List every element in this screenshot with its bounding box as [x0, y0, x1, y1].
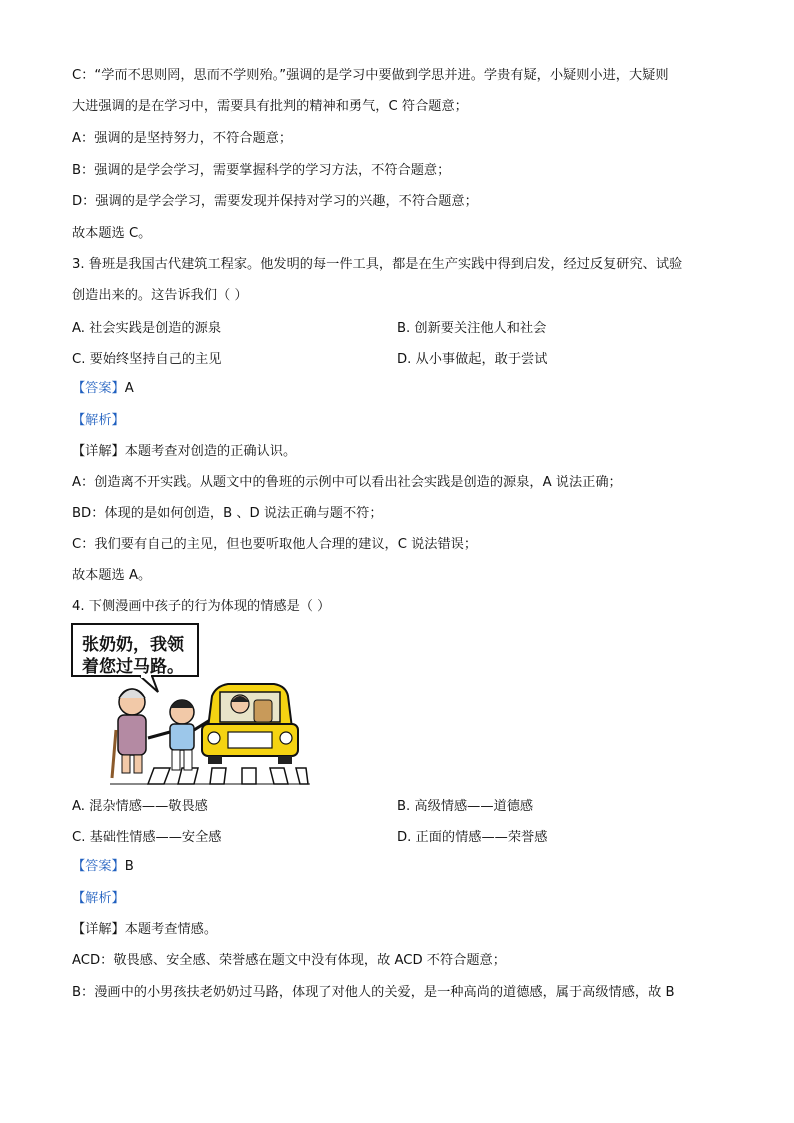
comic-illustration	[70, 620, 310, 790]
q2-c-line2: 大进强调的是在学习中，需要具有批判的精神和勇气，C 符合题意；	[72, 99, 468, 114]
q3-c-expl: C：我们要有自己的主见，但也要听取他人合理的建议，C 说法错误；	[72, 537, 478, 552]
q4-option-d: D. 正面的情感——荣誉感	[397, 830, 548, 845]
q4-answer-tag: 【答案】	[72, 859, 125, 874]
q2-b-line: B：强调的是学会学习，需要掌握科学的学习方法，不符合题意；	[72, 163, 451, 178]
q4-answer-line	[72, 857, 134, 877]
q4-stem: 4. 下侧漫画中孩子的行为体现的情感是（ ）	[72, 599, 331, 614]
grandmother-figure	[112, 689, 146, 778]
boy-figure	[148, 700, 210, 770]
q4-detail-tag: 【详解】	[72, 922, 125, 937]
q4-option-c: C. 基础性情感——安全感	[72, 830, 222, 845]
q4-answer: B	[124, 859, 134, 874]
q3-stem-line2: 创造出来的。这告诉我们（ ）	[72, 288, 248, 303]
q3-bd-expl: BD：体现的是如何创造，B 、D 说法正确与题不符；	[72, 506, 383, 521]
q4-analysis-line	[72, 889, 125, 909]
q2-c-line1: C：“学而不思则罔，思而不学则殆。”强调的是学习中要做到学思并进。学贵有疑，小疑则小进，大疑则	[72, 68, 669, 83]
q4-option-b: B. 高级情感——道德感	[397, 799, 534, 814]
q3-option-d: D. 从小事做起，敢于尝试	[397, 352, 548, 367]
q4-analysis-tag: 【解析】	[72, 891, 125, 906]
q3-option-c: C. 要始终坚持自己的主见	[72, 352, 222, 367]
q3-answer: A	[124, 381, 134, 396]
car-figure	[202, 684, 298, 764]
q2-d-line: D：强调的是学会学习，需要发现并保持对学习的兴趣，不符合题意；	[72, 194, 478, 209]
q2-conclusion: 故本题选 C。	[72, 226, 152, 241]
q3-detail-line	[72, 442, 296, 462]
q3-analysis-line	[72, 411, 125, 431]
q3-option-a: A. 社会实践是创造的源泉	[72, 321, 222, 336]
q3-a-expl: A：创造离不开实践。从题文中的鲁班的示例中可以看出社会实践是创造的源泉，A 说法正确；	[72, 475, 622, 490]
q2-a-line: A：强调的是坚持努力，不符合题意；	[72, 131, 293, 146]
q4-b-expl: B：漫画中的小男孩扶老奶奶过马路，体现了对他人的关爱，是一种高尚的道德感，属于高级情感，故 B	[72, 985, 675, 1000]
q3-answer-line	[72, 379, 134, 399]
q3-analysis-tag: 【解析】	[72, 413, 125, 428]
q3-answer-tag: 【答案】	[72, 381, 125, 396]
q4-detail-line	[72, 920, 217, 940]
q3-stem-line1: 3. 鲁班是我国古代建筑工程家。他发明的每一件工具，都是在生产实践中得到启发，经过反复研究、试验	[72, 257, 683, 272]
q3-detail-tag: 【详解】	[72, 444, 125, 459]
speech-line1: 张奶奶，我领	[82, 635, 184, 655]
q3-detail: 本题考查对创造的正确认识。	[124, 444, 297, 459]
q3-conclusion: 故本题选 A。	[72, 568, 152, 583]
q4-acd-expl: ACD：敬畏感、安全感、荣誉感在题文中没有体现，故 ACD 不符合题意；	[72, 953, 506, 968]
q4-option-a: A. 混杂情感——敬畏感	[72, 799, 208, 814]
q3-option-b: B. 创新要关注他人和社会	[397, 321, 547, 336]
q4-detail: 本题考查情感。	[124, 922, 218, 937]
speech-bubble-tail	[140, 676, 158, 692]
speech-line2: 着您过马路。	[82, 657, 184, 677]
